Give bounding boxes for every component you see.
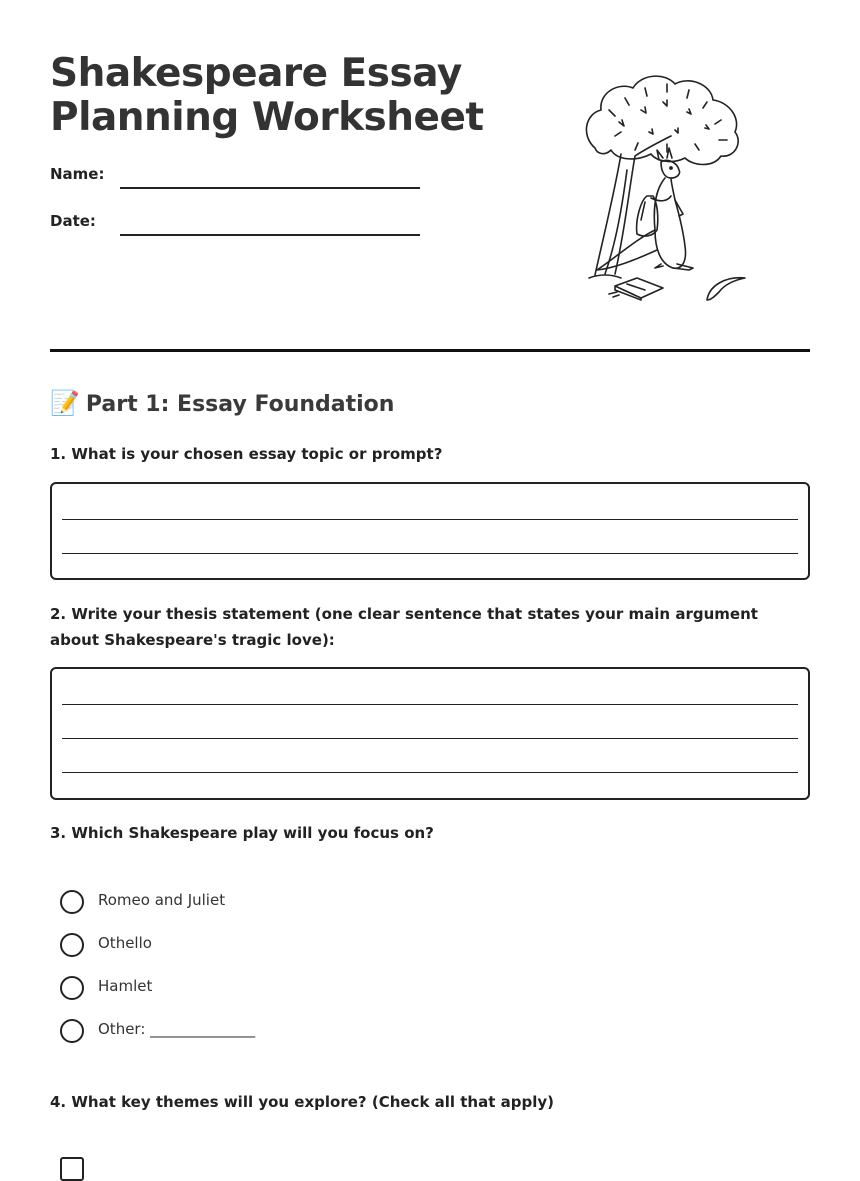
worksheet-title — [50, 52, 484, 140]
name-label: Name: — [50, 165, 105, 183]
radio-button[interactable] — [60, 1019, 84, 1043]
kangaroo-under-tree-icon — [575, 70, 755, 310]
header-divider — [50, 349, 810, 352]
option-label: Hamlet — [98, 977, 153, 995]
date-field[interactable] — [50, 206, 420, 236]
question-4: 4. What key themes will you explore? (Check all that apply) — [50, 1093, 555, 1111]
radio-button[interactable] — [60, 976, 84, 1000]
option-label: Romeo and Juliet — [98, 891, 226, 909]
writing-line — [62, 553, 798, 554]
writing-line — [62, 704, 798, 705]
name-line[interactable] — [120, 187, 420, 189]
part1-heading — [50, 386, 394, 422]
question-2: 2. Write your thesis statement (one clear sentence that states your main argument about Shakespeare's tragic love): — [50, 605, 758, 649]
option-label: Othello — [98, 934, 152, 952]
date-line[interactable] — [120, 234, 420, 236]
answer-box-1[interactable] — [50, 482, 810, 580]
writing-line — [62, 519, 798, 520]
title-line-2: Planning Worksheet — [50, 95, 484, 140]
memo-icon: 📝 — [50, 389, 80, 417]
title-line-1: Shakespeare Essay — [50, 51, 462, 96]
date-label: Date: — [50, 212, 96, 230]
question-3: 3. Which Shakespeare play will you focus on? — [50, 824, 434, 842]
question-1: 1. What is your chosen essay topic or prompt? — [50, 445, 443, 463]
radio-button[interactable] — [60, 890, 84, 914]
option-label: Other: ______________ — [98, 1020, 256, 1038]
radio-button[interactable] — [60, 933, 84, 957]
writing-line — [62, 772, 798, 773]
name-field[interactable] — [50, 159, 420, 189]
part1-heading-text: Part 1: Essay Foundation — [85, 392, 395, 417]
writing-line — [62, 738, 798, 739]
answer-box-2[interactable] — [50, 667, 810, 800]
